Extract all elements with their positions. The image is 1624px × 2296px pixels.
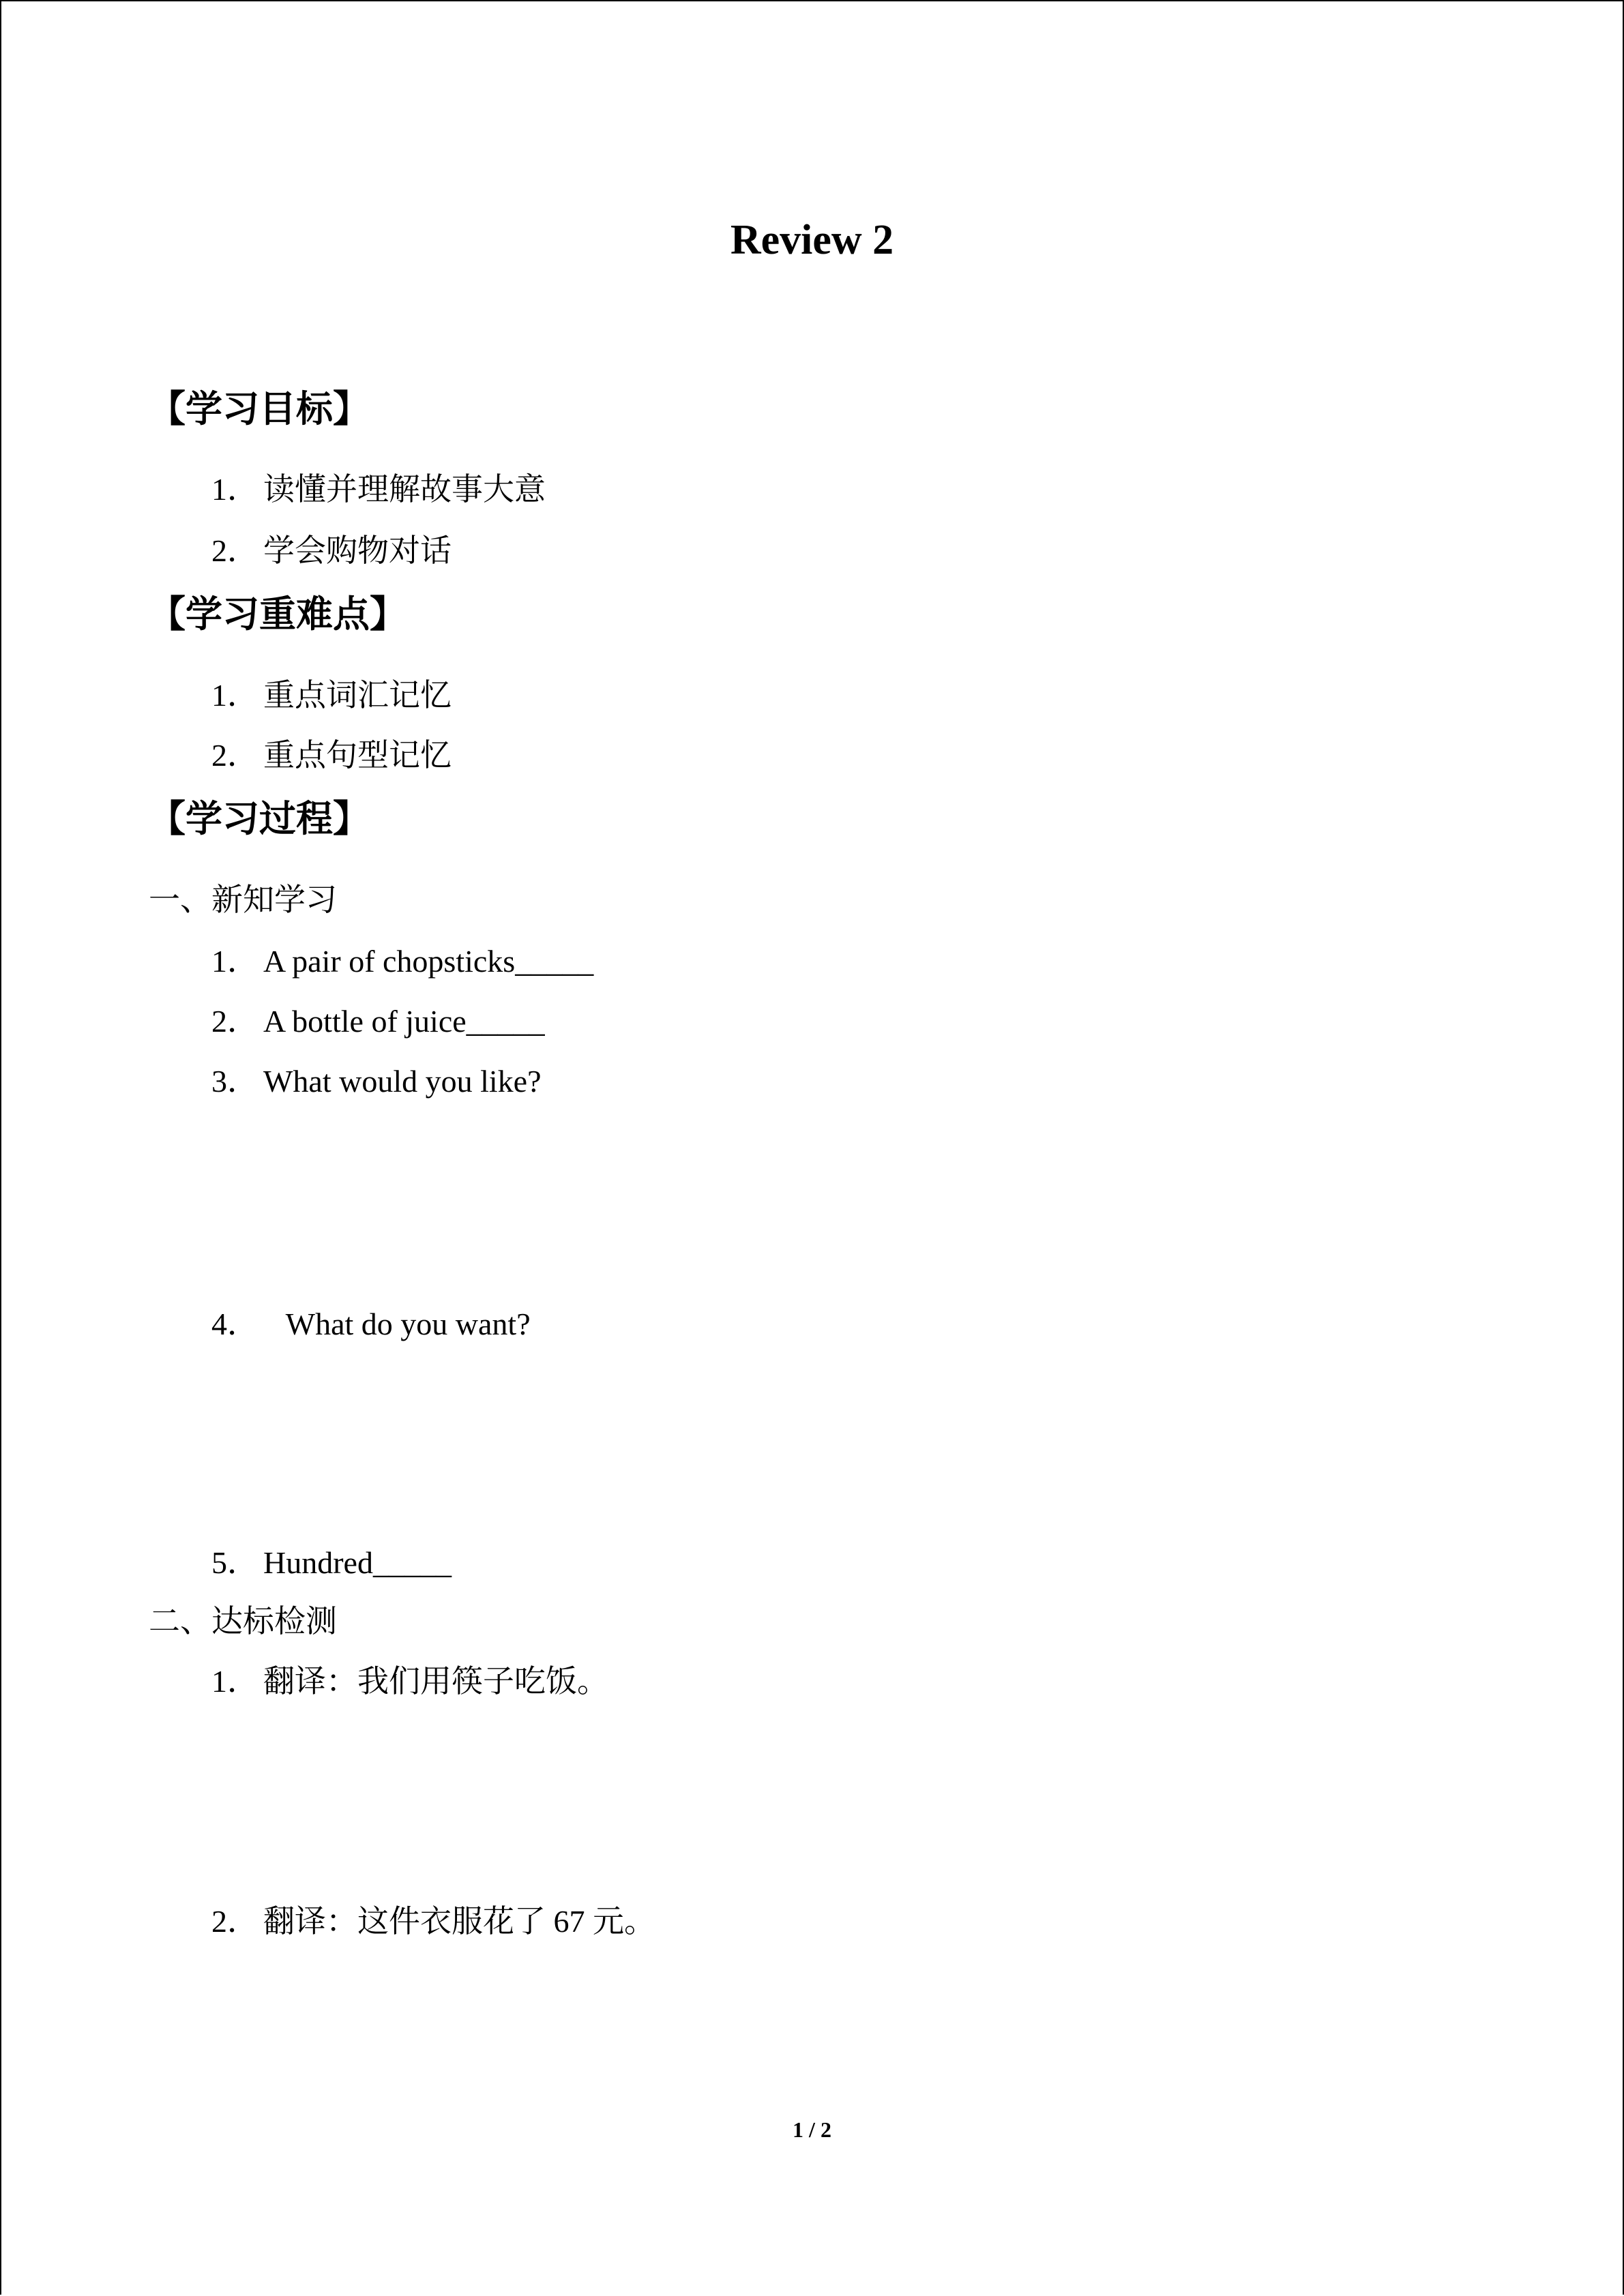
section-heading-process: 【学习过程】 xyxy=(149,797,370,840)
item-number: 2． xyxy=(211,1904,259,1939)
item-number: 1． xyxy=(211,678,259,713)
objective-item xyxy=(211,531,452,571)
exercise-item xyxy=(211,1304,531,1345)
item-text: 重点句型记忆 xyxy=(263,738,452,773)
item-number: 1． xyxy=(211,472,259,507)
exercise-item xyxy=(211,1542,452,1583)
part-heading-new-learning: 一、新知学习 xyxy=(149,882,337,917)
page-number: 1 / 2 xyxy=(793,2117,831,2142)
item-number: 2． xyxy=(211,1004,259,1039)
item-number: 2． xyxy=(211,533,259,568)
item-number: 3． xyxy=(211,1064,259,1099)
item-text: What would you like? xyxy=(263,1064,542,1099)
key-point-item xyxy=(211,675,452,716)
item-text: A pair of chopsticks_____ xyxy=(263,944,594,979)
item-text: 翻译：这件衣服花了 67 元。 xyxy=(263,1904,655,1939)
item-text: 读懂并理解故事大意 xyxy=(263,472,546,507)
item-text: 重点词汇记忆 xyxy=(263,678,452,713)
item-text: A bottle of juice_____ xyxy=(263,1004,545,1039)
item-text: What do you want? xyxy=(278,1307,531,1341)
item-text: 学会购物对话 xyxy=(263,533,452,568)
page-title: Review 2 xyxy=(730,217,894,263)
exercise-item xyxy=(211,941,593,982)
key-point-item xyxy=(211,735,452,776)
section-heading-key-points: 【学习重难点】 xyxy=(149,593,407,636)
exercise-item xyxy=(211,1061,542,1102)
item-number: 1． xyxy=(211,944,259,979)
item-number: 4． xyxy=(211,1307,259,1341)
item-number: 2． xyxy=(211,738,259,773)
assessment-item xyxy=(211,1901,655,1942)
item-number: 1． xyxy=(211,1664,259,1699)
assessment-item xyxy=(211,1661,608,1702)
part-heading-assessment: 二、达标检测 xyxy=(149,1604,337,1639)
exercise-item xyxy=(211,1001,545,1042)
section-heading-objectives: 【学习目标】 xyxy=(149,387,370,430)
item-text: 翻译：我们用筷子吃饭。 xyxy=(263,1664,608,1699)
item-text: Hundred_____ xyxy=(263,1545,452,1580)
item-number: 5． xyxy=(211,1545,259,1580)
objective-item xyxy=(211,469,546,510)
